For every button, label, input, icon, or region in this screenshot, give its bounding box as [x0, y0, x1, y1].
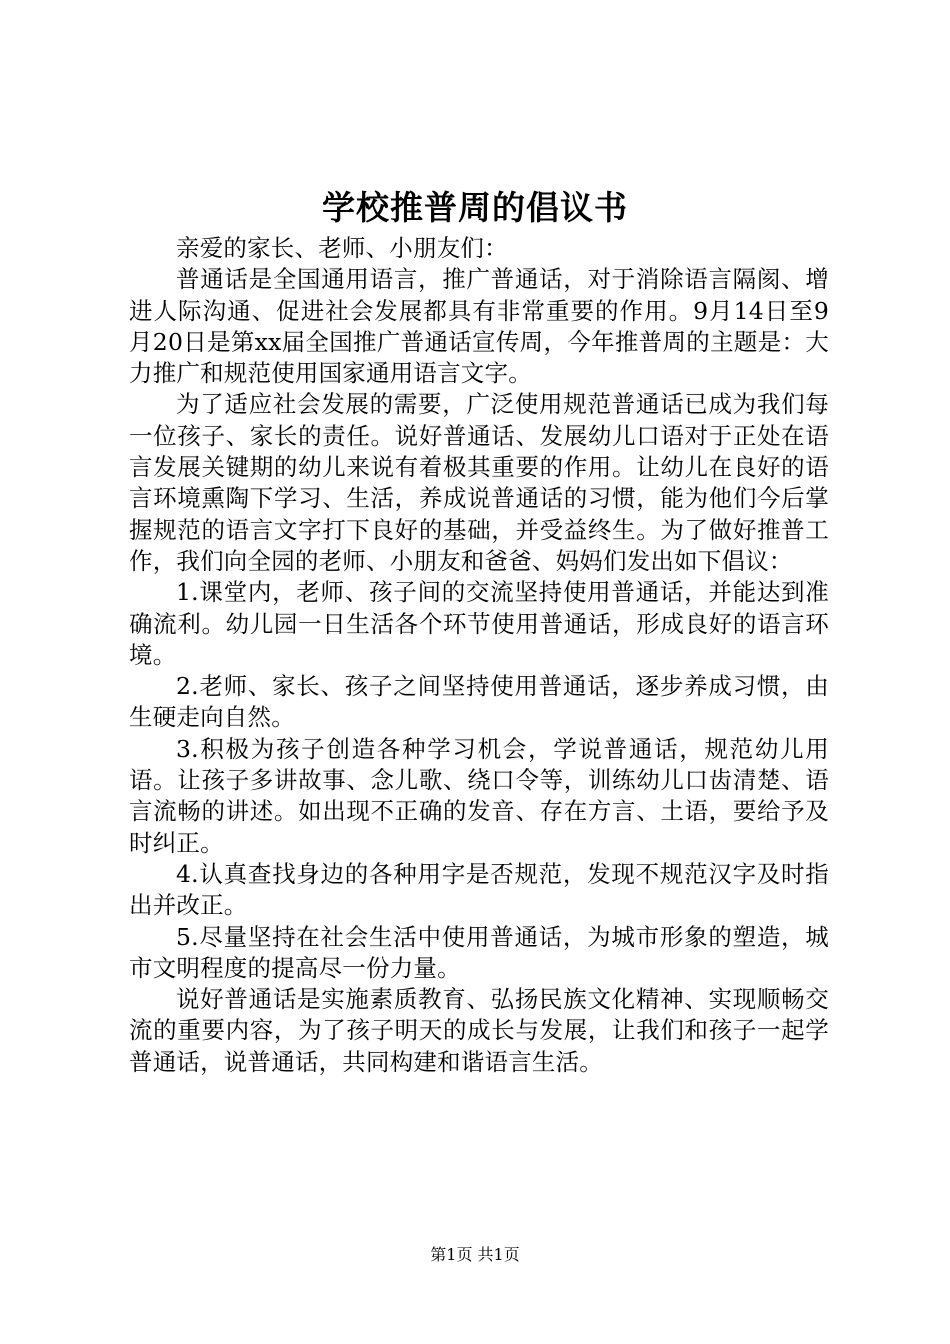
salutation: 亲爱的家长、老师、小朋友们：	[176, 234, 508, 262]
proposal-item-2: 2.老师、家长、孩子之间坚持使用普通话，逐步养成习惯，由生硬走向自然。	[129, 672, 829, 732]
proposal-item-3: 3.积极为孩子创造各种学习机会，学说普通话，规范幼儿用语。让孩子多讲故事、念儿歌、绕口令等，训练幼儿口齿清楚、语言流畅的讲述。如出现不正确的发音、存在方言、土语，要给予及时纠正。	[129, 734, 829, 857]
proposal-item-5: 5.尽量坚持在社会生活中使用普通话，为城市形象的塑造，城市文明程度的提高尽一份力量。	[129, 922, 829, 982]
document-title: 学校推普周的倡议书	[322, 188, 628, 227]
proposal-item-4: 4.认真查找身边的各种用字是否规范，发现不规范汉字及时指出并改正。	[129, 859, 829, 920]
paragraph-closing: 说好普通话是实施素质教育、弘扬民族文化精神、实现顺畅交流的重要内容，为了孩子明天的成长与发展，让我们和孩子一起学普通话，说普通话，共同构建和谐语言生活。	[129, 985, 829, 1076]
page-footer: 第1页 共1页	[430, 1245, 520, 1264]
paragraph-intro: 普通话是全国通用语言，推广普通话，对于消除语言隔阂、增进人际沟通、促进社会发展都具有非常重要的作用。9月14日至9月20日是第xx届全国推广普通话宣传周，今年推普周的主题是：大力推广和规范使用国家通用语言文字。	[129, 265, 829, 388]
proposal-item-1: 1.课堂内，老师、孩子间的交流坚持使用普通话，并能达到准确流利。幼儿园一日生活各个环节使用普通话，形成良好的语言环境。	[129, 578, 829, 669]
document-body	[129, 233, 829, 1078]
paragraph-purpose: 为了适应社会发展的需要，广泛使用规范普通话已成为我们每一位孩子、家长的责任。说好普通话、发展幼儿口语对于正处在语言发展关键期的幼儿来说有着极其重要的作用。让幼儿在良好的语言环境熏陶下学习、生活，养成说普通话的习惯，能为他们今后掌握规范的语言文字打下良好的基础，并受益终生。为了做好推普工作，我们向全园的老师、小朋友和爸爸、妈妈们发出如下倡议：	[129, 390, 829, 575]
